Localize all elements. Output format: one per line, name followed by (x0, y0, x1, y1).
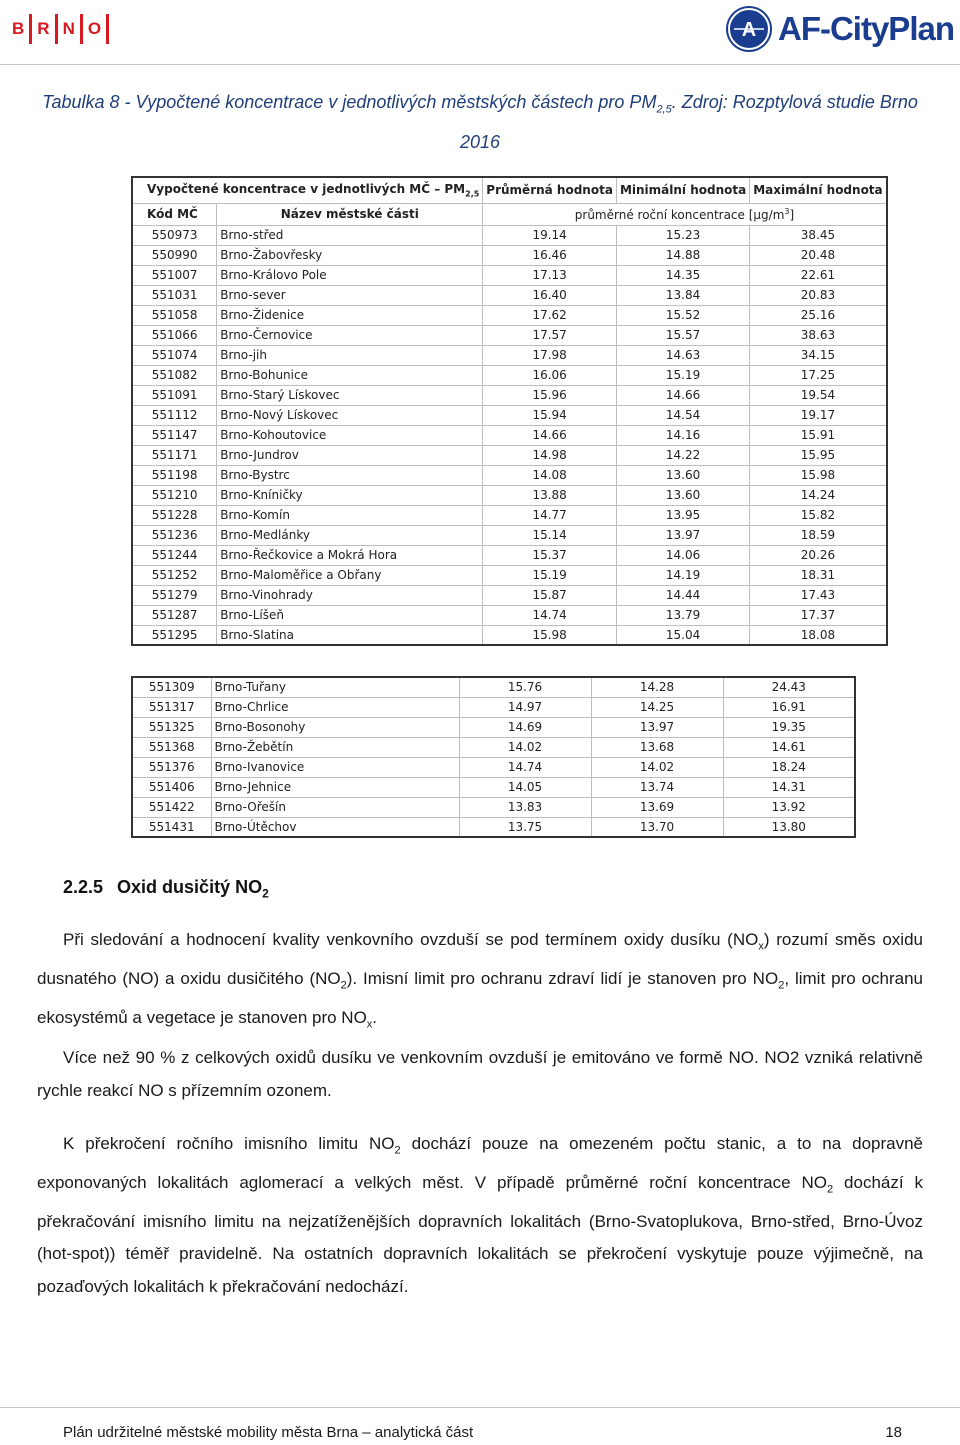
cell-max: 19.54 (750, 385, 887, 405)
brno-logo-bar (29, 14, 32, 44)
caption-source: . Zdroj: Rozptylová studie Brno 2016 (459, 92, 918, 152)
cell-avg: 14.77 (483, 505, 617, 525)
cell-min: 15.23 (616, 225, 749, 245)
cell-avg: 17.57 (483, 325, 617, 345)
brno-logo-bar (80, 14, 83, 44)
p1-c-sub: 2 (778, 979, 785, 992)
cell-name: Brno-Žabovřesky (217, 245, 483, 265)
cell-code: 551007 (132, 265, 217, 285)
table-row (132, 545, 887, 565)
cell-avg: 14.98 (483, 445, 617, 465)
cell-min: 13.97 (616, 525, 749, 545)
table-row (132, 425, 887, 445)
cell-code: 551406 (132, 777, 211, 797)
cell-name: Brno-Žebětín (211, 737, 459, 757)
page-header (0, 0, 960, 64)
cell-max: 25.16 (750, 305, 887, 325)
table-row (132, 625, 887, 645)
cell-code: 551244 (132, 545, 217, 565)
cell-avg: 13.88 (483, 485, 617, 505)
table-row (132, 817, 855, 837)
p3-a-sub: 2 (394, 1144, 401, 1157)
cell-name: Brno-Líšeň (217, 605, 483, 625)
cell-max: 14.61 (723, 737, 855, 757)
unit-close: ] (789, 207, 795, 222)
cell-min: 14.28 (591, 677, 723, 697)
cell-max: 22.61 (750, 265, 887, 285)
cell-name: Brno-střed (217, 225, 483, 245)
cell-min: 13.84 (616, 285, 749, 305)
brno-letter-o: O (87, 19, 102, 38)
cell-name: Brno-Tuřany (211, 677, 459, 697)
brno-letter-n: N (62, 19, 75, 38)
cell-code: 551082 (132, 365, 217, 385)
table-title: Vypočtené koncentrace v jednotlivých MČ – PM (147, 182, 466, 197)
p2-text: Více než 90 % z celkových oxidů dusíku ve venkovním ovzduší je emitováno ve formě NO. NO2 vzniká relativně rychle reakcí NO s přízemním ozonem. (37, 1048, 923, 1100)
table-row (132, 225, 887, 245)
table-row (132, 345, 887, 365)
paragraph-1 (37, 924, 923, 1041)
paragraph-2 (37, 1042, 923, 1107)
cell-max: 24.43 (723, 677, 855, 697)
table-row (132, 385, 887, 405)
p1-d-sub: x (366, 1018, 373, 1031)
cell-avg: 15.37 (483, 545, 617, 565)
cell-avg: 15.19 (483, 565, 617, 585)
cell-avg: 17.98 (483, 345, 617, 365)
cell-avg: 15.98 (483, 625, 617, 645)
af-logo-text: AF-CityPlan (777, 10, 954, 47)
table-row (132, 445, 887, 465)
table-row (132, 585, 887, 605)
cell-min: 13.74 (591, 777, 723, 797)
brno-logo (12, 14, 109, 44)
section-heading (63, 877, 269, 901)
cell-code: 550990 (132, 245, 217, 265)
col-header-code: Kód MČ (132, 203, 217, 225)
cell-avg: 13.75 (459, 817, 591, 837)
cell-name: Brno-Maloměřice a Obřany (217, 565, 483, 585)
footer-text: Plán udržitelné městské mobility města Brna – analytická část (63, 1424, 474, 1441)
p1-e: . (372, 1007, 378, 1027)
cell-name: Brno-Útěchov (211, 817, 459, 837)
table-row (132, 605, 887, 625)
unit-text: průměrné roční koncentrace [µg/m (574, 207, 785, 222)
cell-code: 551066 (132, 325, 217, 345)
cell-min: 13.60 (616, 485, 749, 505)
cell-name: Brno-Komín (217, 505, 483, 525)
cell-min: 14.02 (591, 757, 723, 777)
cell-min: 14.06 (616, 545, 749, 565)
table-row (132, 465, 887, 485)
cell-avg: 14.05 (459, 777, 591, 797)
col-header-avg: Průměrná hodnota (483, 177, 617, 203)
table-row (132, 325, 887, 345)
cell-min: 14.19 (616, 565, 749, 585)
cell-min: 14.44 (616, 585, 749, 605)
cell-avg: 13.83 (459, 797, 591, 817)
af-emblem-icon (726, 6, 772, 52)
paragraph-3 (37, 1128, 923, 1303)
cell-max: 18.59 (750, 525, 887, 545)
cell-min: 14.88 (616, 245, 749, 265)
cell-name: Brno-Židenice (217, 305, 483, 325)
cell-code: 551147 (132, 425, 217, 445)
table-row (132, 677, 855, 697)
cell-code: 551376 (132, 757, 211, 777)
cell-avg: 16.46 (483, 245, 617, 265)
cell-max: 18.24 (723, 757, 855, 777)
cell-min: 13.60 (616, 465, 749, 485)
table-row (132, 757, 855, 777)
cell-max: 20.26 (750, 545, 887, 565)
col-header-name: Název městské části (217, 203, 483, 225)
table-subheader-row (132, 203, 887, 225)
p1-b: ) rozumí směs oxidu dusnatého (NO) a oxidu dusičitého (NO (37, 930, 923, 988)
table-row (132, 305, 887, 325)
cell-min: 13.70 (591, 817, 723, 837)
cell-min: 13.79 (616, 605, 749, 625)
cell-min: 15.19 (616, 365, 749, 385)
footer-divider (0, 1407, 960, 1408)
cell-max: 14.31 (723, 777, 855, 797)
cell-code: 551210 (132, 485, 217, 505)
cell-code: 551236 (132, 525, 217, 545)
p3-b-sub: 2 (827, 1183, 834, 1196)
cell-max: 17.43 (750, 585, 887, 605)
cell-name: Brno-Starý Lískovec (217, 385, 483, 405)
cell-code: 551422 (132, 797, 211, 817)
cell-min: 15.52 (616, 305, 749, 325)
cell-min: 14.22 (616, 445, 749, 465)
cell-avg: 15.87 (483, 585, 617, 605)
cell-max: 17.25 (750, 365, 887, 385)
table-header-row (132, 177, 887, 203)
cell-code: 551295 (132, 625, 217, 645)
cell-max: 13.92 (723, 797, 855, 817)
cell-code: 551368 (132, 737, 211, 757)
cell-code: 551279 (132, 585, 217, 605)
cell-avg: 16.06 (483, 365, 617, 385)
cell-name: Brno-Bystrc (217, 465, 483, 485)
cell-avg: 14.66 (483, 425, 617, 445)
cell-avg: 14.02 (459, 737, 591, 757)
cell-max: 16.91 (723, 697, 855, 717)
cell-max: 20.83 (750, 285, 887, 305)
cell-max: 20.48 (750, 245, 887, 265)
brno-letter-r: R (37, 19, 50, 38)
cell-avg: 16.40 (483, 285, 617, 305)
cell-min: 14.25 (591, 697, 723, 717)
header-divider (0, 64, 960, 65)
cell-max: 18.08 (750, 625, 887, 645)
cell-min: 13.68 (591, 737, 723, 757)
cell-code: 551317 (132, 697, 211, 717)
caption-text: Tabulka 8 - Vypočtené koncentrace v jednotlivých městských částech pro PM (42, 92, 657, 112)
cell-min: 14.54 (616, 405, 749, 425)
brno-logo-bar (55, 14, 58, 44)
cell-name: Brno-Jehnice (211, 777, 459, 797)
cell-name: Brno-Řečkovice a Mokrá Hora (217, 545, 483, 565)
cell-code: 551091 (132, 385, 217, 405)
brno-logo-bar (106, 14, 109, 44)
cell-min: 14.16 (616, 425, 749, 445)
cell-max: 18.31 (750, 565, 887, 585)
cell-avg: 15.94 (483, 405, 617, 425)
cell-min: 14.66 (616, 385, 749, 405)
cell-min: 15.57 (616, 325, 749, 345)
table-title-sub: 2,5 (465, 189, 480, 199)
cell-max: 17.37 (750, 605, 887, 625)
cell-max: 13.80 (723, 817, 855, 837)
cell-name: Brno-Jundrov (217, 445, 483, 465)
cell-name: Brno-Nový Lískovec (217, 405, 483, 425)
page-number: 18 (885, 1424, 902, 1441)
p3-c: dochází k překračování imisního limitu na nejzatíženějších dopravních lokalitách (Brno-Svatoplukova, Brno-střed, Brno-Úvoz (hot-spot)) téměř pravidelně. Na ostatních dopravních lokalitách se překročení vyskytuje pouze výjimečně, na pozaďových lokalitách k překračování nedochází. (37, 1172, 923, 1296)
cell-code: 550973 (132, 225, 217, 245)
cell-name: Brno-Bosonohy (211, 717, 459, 737)
cell-name: Brno-Chrlice (211, 697, 459, 717)
cell-min: 13.95 (616, 505, 749, 525)
cell-code: 551228 (132, 505, 217, 525)
cell-name: Brno-Slatina (217, 625, 483, 645)
table-row (132, 737, 855, 757)
cell-min: 13.69 (591, 797, 723, 817)
cell-min: 13.97 (591, 717, 723, 737)
brno-letter-b: B (12, 19, 25, 38)
pm25-table (131, 176, 888, 646)
col-header-max: Maximální hodnota (750, 177, 887, 203)
cell-name: Brno-Medlánky (217, 525, 483, 545)
table-row (132, 285, 887, 305)
table-row (132, 405, 887, 425)
section-title: Oxid dusičitý NO (117, 877, 263, 897)
table-row (132, 565, 887, 585)
pm25-table-part2 (131, 676, 856, 838)
cell-code: 551058 (132, 305, 217, 325)
cell-code: 551309 (132, 677, 211, 697)
caption-sub: 2,5 (656, 103, 672, 116)
cell-code: 551112 (132, 405, 217, 425)
table-row (132, 365, 887, 385)
p3-b: dochází pouze na omezeném počtu stanic, a to na dopravně exponovaných lokalitách aglomerací a velkých měst. V případě průměrné roční koncentrace NO (37, 1134, 924, 1192)
cell-min: 14.35 (616, 265, 749, 285)
cell-avg: 14.74 (483, 605, 617, 625)
cell-max: 15.98 (750, 465, 887, 485)
cell-avg: 15.96 (483, 385, 617, 405)
pm25-table-continued (131, 676, 856, 838)
cell-avg: 14.08 (483, 465, 617, 485)
unit-sup: 3 (784, 206, 790, 216)
table-caption (40, 86, 920, 158)
cell-name: Brno-Královo Pole (217, 265, 483, 285)
cell-code: 551171 (132, 445, 217, 465)
cell-max: 15.95 (750, 445, 887, 465)
table-row (132, 265, 887, 285)
cell-min: 14.63 (616, 345, 749, 365)
p1-b-sub: 2 (340, 979, 347, 992)
cell-avg: 14.74 (459, 757, 591, 777)
cell-name: Brno-Bohunice (217, 365, 483, 385)
p1-a: Při sledování a hodnocení kvality venkovního ovzduší se pod termínem oxidy dusíku (NO (63, 930, 759, 949)
cell-name: Brno-jih (217, 345, 483, 365)
table-title-cell (132, 177, 483, 203)
cell-max: 38.63 (750, 325, 887, 345)
table-row (132, 525, 887, 545)
table-row (132, 697, 855, 717)
p1-d: , limit pro ochranu ekosystémů a vegetace je stanoven pro NO (37, 968, 924, 1027)
cell-avg: 15.76 (459, 677, 591, 697)
table-body-part1 (132, 225, 887, 645)
cell-name: Brno-Černovice (217, 325, 483, 345)
cell-code: 551198 (132, 465, 217, 485)
cell-code: 551031 (132, 285, 217, 305)
af-cityplan-logo (726, 6, 954, 52)
col-header-min: Minimální hodnota (616, 177, 749, 203)
p3-a: K překročení ročního imisního limitu NO (63, 1134, 395, 1153)
cell-code: 551252 (132, 565, 217, 585)
cell-avg: 17.13 (483, 265, 617, 285)
p1-a-sub: x (758, 940, 764, 953)
section-number: 2.2.5 (63, 877, 104, 897)
p1-c: ). Imisní limit pro ochranu zdraví lidí je stanoven pro NO (346, 968, 779, 988)
cell-avg: 14.97 (459, 697, 591, 717)
cell-name: Brno-Kohoutovice (217, 425, 483, 445)
table-row (132, 505, 887, 525)
unit-cell (483, 203, 887, 225)
cell-max: 15.82 (750, 505, 887, 525)
cell-name: Brno-Kníničky (217, 485, 483, 505)
table-body-part2 (132, 677, 855, 837)
section-title-sub: 2 (262, 886, 269, 901)
cell-max: 19.35 (723, 717, 855, 737)
cell-avg: 19.14 (483, 225, 617, 245)
table-row (132, 245, 887, 265)
cell-min: 15.04 (616, 625, 749, 645)
cell-max: 15.91 (750, 425, 887, 445)
cell-name: Brno-Ořešín (211, 797, 459, 817)
cell-code: 551325 (132, 717, 211, 737)
cell-max: 19.17 (750, 405, 887, 425)
cell-code: 551074 (132, 345, 217, 365)
svg-text:A: A (741, 19, 757, 41)
pm25-table-part1 (131, 176, 888, 646)
cell-name: Brno-Ivanovice (211, 757, 459, 777)
cell-max: 34.15 (750, 345, 887, 365)
cell-avg: 15.14 (483, 525, 617, 545)
table-row (132, 717, 855, 737)
cell-code: 551287 (132, 605, 217, 625)
cell-avg: 17.62 (483, 305, 617, 325)
cell-max: 14.24 (750, 485, 887, 505)
cell-name: Brno-sever (217, 285, 483, 305)
table-row (132, 485, 887, 505)
cell-avg: 14.69 (459, 717, 591, 737)
table-row (132, 777, 855, 797)
cell-name: Brno-Vinohrady (217, 585, 483, 605)
table-row (132, 797, 855, 817)
cell-code: 551431 (132, 817, 211, 837)
cell-max: 38.45 (750, 225, 887, 245)
